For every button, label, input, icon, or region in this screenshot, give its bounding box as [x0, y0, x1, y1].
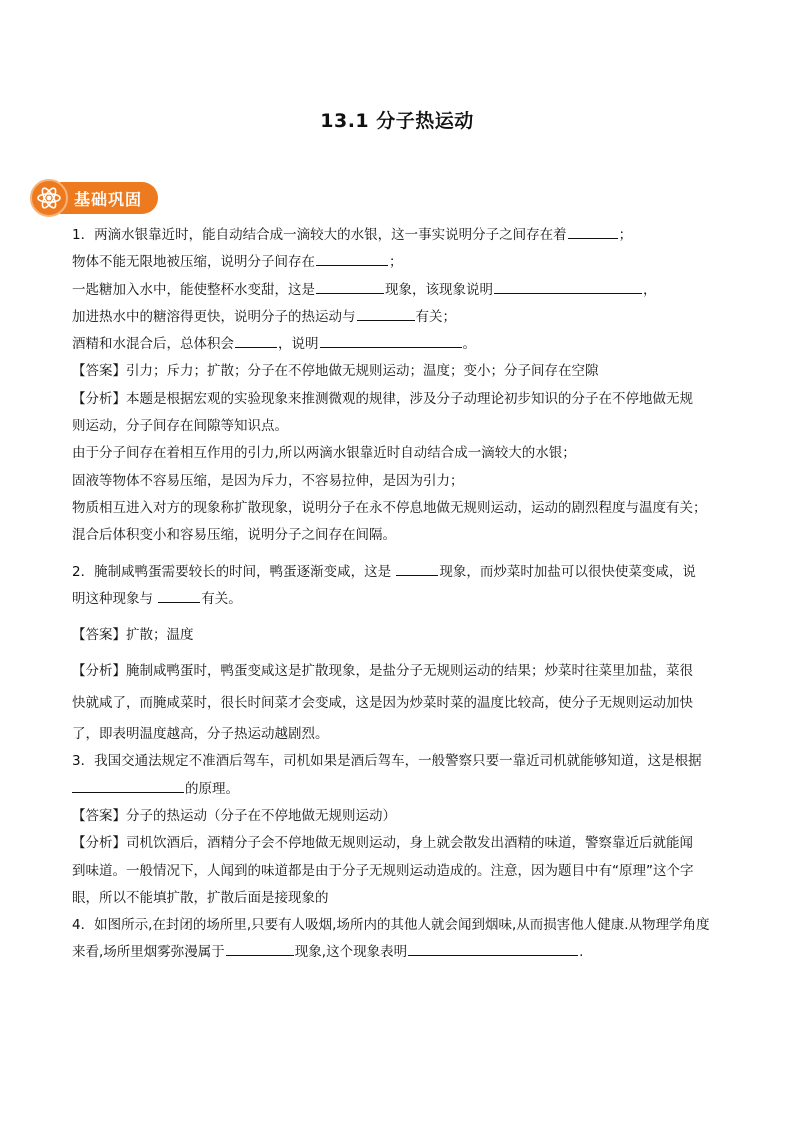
page-title: 13.1 分子热运动: [320, 110, 474, 132]
section-label: 基础巩固: [60, 182, 158, 214]
q1-analysis: 混合后体积变小和容易压缩，说明分子之间存在间隔。: [72, 527, 396, 544]
q1-analysis: 由于分子间存在着相互作用的引力,所以两滴水银靠近时自动结合成一滴较大的水银；: [72, 445, 576, 462]
q4-line-2: 来看,场所里烟雾弥漫属于 现象,这个现象表明 .: [72, 939, 732, 966]
q1-line-4: 加进热水中的糖溶得更快，说明分子的热运动与 有关；: [72, 304, 732, 331]
q4-blank-2[interactable]: [408, 940, 578, 956]
q2-analysis: 【分析】腌制咸鸭蛋时，鸭蛋变咸这是扩散现象，是盐分子无规则运动的结果；炒菜时往菜里加盐，菜很: [72, 663, 693, 680]
q1-blank-1[interactable]: [568, 223, 618, 239]
q1-blank-2[interactable]: [316, 250, 388, 266]
q3-analysis: 眼，所以不能填扩散，扩散后面是接现象的: [72, 889, 329, 906]
q2-line-1: 2．腌制咸鸭蛋需要较长的时间，鸭蛋逐渐变咸，这是 现象，而炒菜时加盐可以很快使菜变咸，说: [72, 559, 732, 586]
q2-analysis: 快就咸了，而腌咸菜时，很长时间菜才会变咸，这是因为炒菜时菜的温度比较高，使分子无规则运动加快: [72, 694, 693, 711]
q1-blank-7[interactable]: [320, 332, 462, 348]
q2-line-2: 明这种现象与 有关。: [72, 586, 732, 613]
q3-answer: 【答案】分子的热运动（分子在不停地做无规则运动）: [72, 807, 396, 824]
q1-line-2: 物体不能无限地被压缩，说明分子间存在 ；: [72, 249, 732, 276]
q1-line-5: 酒精和水混合后，总体积会 ，说明 。: [72, 331, 732, 358]
atom-icon: [30, 179, 68, 217]
q2-blank-1[interactable]: [396, 560, 438, 576]
section-badge: [30, 178, 158, 218]
q1-analysis: 物质相互进入对方的现象称扩散现象，说明分子在永不停息地做无规则运动，运动的剧烈程度与温度有关；: [72, 499, 707, 516]
q3-blank-1[interactable]: [72, 777, 184, 793]
q3-analysis: 【分析】司机饮酒后，酒精分子会不停地做无规则运动，身上就会散发出酒精的味道，警察靠近后就能闻: [72, 835, 693, 852]
q1-blank-5[interactable]: [357, 305, 415, 321]
q3-analysis: 到味道。一般情况下，人闻到的味道都是由于分子无规则运动造成的。注意，因为题目中有“原理”这个字: [72, 862, 694, 879]
q4-line-1: 4．如图所示,在封闭的场所里,只要有人吸烟,场所内的其他人就会闻到烟味,从而损害他人健康.从物理学角度: [72, 917, 710, 934]
q1-answer: 【答案】引力；斥力；扩散；分子在不停地做无规则运动；温度；变小；分子间存在空隙: [72, 363, 599, 380]
q1-line-1: 1．两滴水银靠近时，能自动结合成一滴较大的水银，这一事实说明分子之间存在着 ；: [72, 222, 732, 249]
q2-blank-2[interactable]: [158, 587, 200, 603]
q4-blank-1[interactable]: [226, 940, 294, 956]
q1-line-3: 一匙糖加入水中，能使整杯水变甜，这是 现象，该现象说明 ，: [72, 277, 732, 304]
q1-analysis: 固液等物体不容易压缩，是因为斥力，不容易拉伸，是因为引力；: [72, 472, 464, 489]
q1-blank-4[interactable]: [494, 278, 642, 294]
q2-answer: 【答案】扩散；温度: [72, 627, 194, 644]
q1-analysis: 【分析】本题是根据宏观的实验现象来推测微观的规律，涉及分子动理论初步知识的分子在不停地做无规: [72, 390, 693, 407]
q3-line-2: 的原理。: [72, 776, 732, 803]
q3-line-1: 3．我国交通法规定不准酒后驾车，司机如果是酒后驾车，一般警察只要一靠近司机就能够知道，这是根据: [72, 753, 702, 770]
q2-analysis: 了，即表明温度越高，分子热运动越剧烈。: [72, 726, 329, 743]
question-content: [72, 222, 732, 967]
q1-blank-3[interactable]: [316, 278, 384, 294]
q1-analysis: 则运动，分子间存在间隙等知识点。: [72, 418, 288, 435]
q1-blank-6[interactable]: [235, 332, 277, 348]
